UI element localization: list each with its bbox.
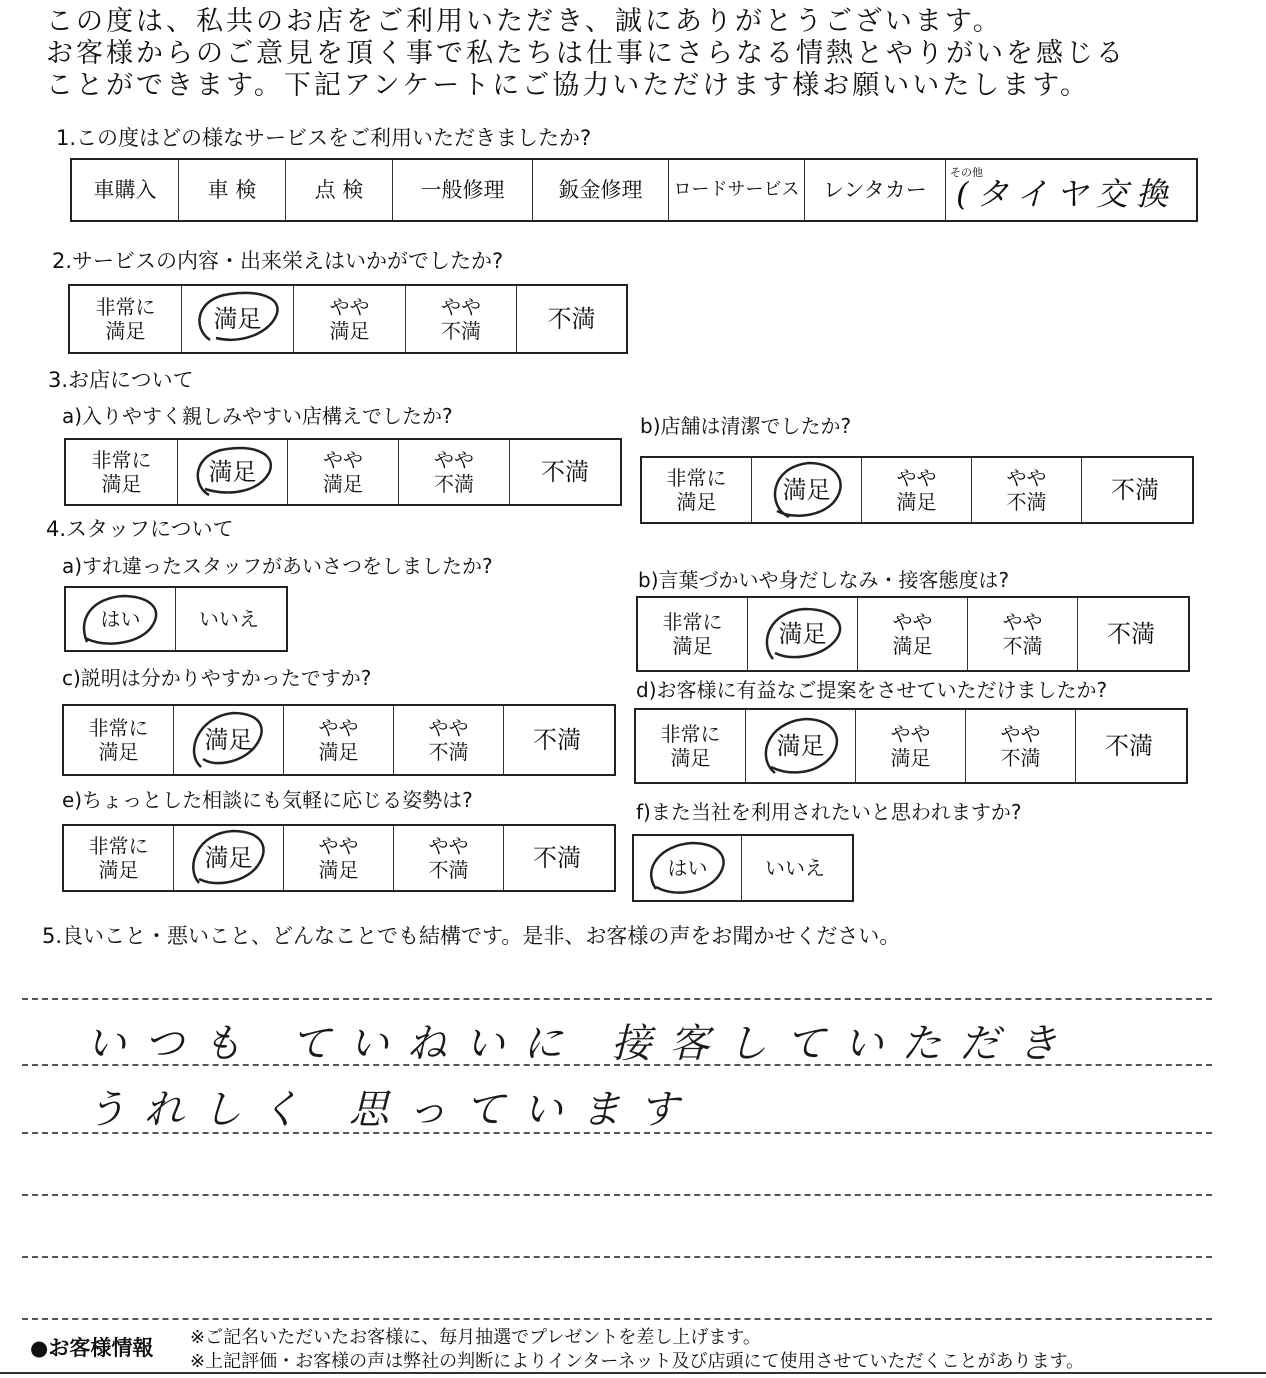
rating-text: 不満 [441,319,481,343]
customer-info-title: ●お客様情報 [30,1336,154,1360]
q4a-yes-no [64,586,288,652]
rating-dissatisfied[interactable]: 不満 [541,458,589,486]
option-inspection[interactable]: 点 検 [286,160,393,220]
option-text: はい [667,856,708,880]
q3a-rating [64,438,622,506]
rating-satisfied[interactable] [746,710,856,782]
rating-text: 満足 [782,476,831,504]
rating-dissatisfied[interactable]: 不満 [1105,732,1153,760]
rating-text: やや [318,716,359,740]
rating-text: 満足 [208,458,257,486]
rating-text: やや [434,448,474,472]
rating-text: やや [896,466,937,490]
rating-text: 不満 [428,858,469,882]
rating-somewhat-dissatisfied[interactable] [399,440,510,504]
customer-info-notes [190,1326,1084,1374]
rating-dissatisfied[interactable]: 不満 [533,844,581,872]
rating-text: 非常に [91,448,152,472]
rating-satisfied[interactable] [178,440,288,504]
q4-label: 4.スタッフについて [46,517,234,541]
rating-very-satisfied[interactable] [642,458,752,522]
q3a-label: a)入りやすく親しみやすい店構えでしたか? [62,404,453,428]
q5-label: 5.良いこと・悪いこと、どんなことでも結構です。是非、お客様の声をお聞かせください。 [42,924,901,948]
rating-text: 満足 [98,740,139,764]
rating-dissatisfied[interactable]: 不満 [533,726,581,754]
rating-text: 非常に [662,610,723,634]
rating-text: 満足 [896,490,937,514]
rating-text: 満足 [892,634,933,658]
rating-text: 不満 [1000,746,1041,770]
rating-somewhat-dissatisfied[interactable] [394,826,504,890]
rating-text: 満足 [778,620,827,648]
intro-line-1: この度は、私共のお店をご利用いただき、誠にありがとうございます。 [46,6,1003,37]
rating-somewhat-dissatisfied[interactable] [968,598,1078,670]
rating-very-satisfied[interactable] [64,706,174,774]
note-1: ※ご記名いただいたお客様に、毎月抽選でプレゼントを差し上げます。 [190,1327,761,1348]
option-other[interactable] [946,160,1192,220]
rating-text: 満足 [204,726,253,754]
rating-text: 不満 [1006,490,1047,514]
q4a-label: a)すれ違ったスタッフがあいさつをしましたか? [62,554,493,578]
handwritten-answer-line-1: いつも ていねいに 接客していただき [86,1021,1076,1067]
rating-text: やや [323,448,363,472]
rating-text: やや [1000,722,1041,746]
rating-text: 満足 [318,858,359,882]
rating-text: 満足 [204,844,253,872]
rating-very-satisfied[interactable] [64,826,174,890]
q4b-label: b)言葉づかいや身だしなみ・接客態度は? [638,568,1010,592]
q4e-rating [62,824,616,892]
option-body-repair[interactable]: 鈑金修理 [533,160,669,220]
intro-text [46,6,1246,102]
rating-text: 満足 [670,746,711,770]
rating-text: やや [441,295,481,319]
intro-line-2: お客様からのご意見を頂く事で私たちは仕事にさらなる情熱とやりがいを感じる [46,38,1126,69]
rating-somewhat-dissatisfied[interactable] [966,710,1076,782]
rating-text: やや [318,834,359,858]
answer-line-5 [22,1256,1212,1258]
rating-text: 非常に [660,722,721,746]
rating-text: やや [1002,610,1043,634]
option-yes[interactable] [634,836,742,900]
bottom-divider [0,1372,1266,1374]
q1-label: 1.この度はどの様なサービスをご利用いただきましたか? [56,126,592,150]
rating-text: 満足 [318,740,359,764]
q4f-yes-no [632,834,854,902]
rating-very-satisfied[interactable] [66,440,178,504]
rating-text: 満足 [98,858,139,882]
q3b-label: b)店舗は清潔でしたか? [640,414,852,438]
rating-somewhat-dissatisfied[interactable] [394,706,504,774]
rating-satisfied[interactable] [174,706,284,774]
rating-somewhat-satisfied[interactable] [858,598,968,670]
rating-dissatisfied[interactable]: 不満 [1111,476,1159,504]
rating-satisfied[interactable] [174,826,284,890]
option-rental-car[interactable]: レンタカー [805,160,946,220]
rating-very-satisfied[interactable] [636,710,746,782]
rating-text: 不満 [1002,634,1043,658]
rating-text: 不満 [428,740,469,764]
q1-service-options [70,158,1198,222]
rating-text: 満足 [329,319,370,343]
q4e-label: e)ちょっとした相談にも気軽に応じる姿勢は? [62,788,473,812]
q4d-rating [634,708,1188,784]
option-shaken[interactable]: 車 検 [179,160,286,220]
option-yes[interactable] [66,588,176,650]
handwritten-answer-line-2: うれしく 思っています [86,1087,697,1133]
note-2: ※上記評価・お客様の声は弊社の判断によりインターネット及び店頭にて使用させていただくことがあります。 [190,1351,1085,1372]
option-car-purchase[interactable]: 車購入 [72,160,179,220]
rating-text: 満足 [676,490,717,514]
q4f-label: f)また当社を利用されたいと思われますか? [636,800,1022,824]
rating-somewhat-satisfied[interactable] [294,286,406,352]
rating-somewhat-satisfied[interactable] [284,706,394,774]
rating-somewhat-satisfied[interactable] [856,710,966,782]
q3b-rating [640,456,1194,524]
rating-text: 満足 [672,634,713,658]
rating-satisfied[interactable] [748,598,858,670]
answer-line-1 [22,998,1212,1000]
rating-somewhat-dissatisfied[interactable] [972,458,1082,522]
rating-text: 満足 [890,746,931,770]
option-no[interactable]: いいえ [199,607,259,631]
q2-label: 2.サービスの内容・出来栄えはいかがでしたか? [52,249,504,273]
rating-somewhat-satisfied[interactable] [284,826,394,890]
option-no[interactable]: いいえ [765,856,825,880]
intro-line-3: ことができます。下記アンケートにご協力いただけます様お願いいたします。 [46,70,1091,101]
option-general-repair[interactable]: 一般修理 [393,160,533,220]
q4d-label: d)お客様に有益なご提案をさせていただけましたか? [636,678,1108,702]
q4c-label: c)説明は分かりやすかったですか? [62,666,372,690]
q2-rating [68,284,628,354]
q4c-rating [62,704,616,776]
rating-very-satisfied[interactable] [70,286,182,352]
rating-somewhat-dissatisfied[interactable] [406,286,517,352]
rating-text: 満足 [323,472,363,496]
q4b-rating [636,596,1190,672]
rating-text: やや [890,722,931,746]
rating-text: やや [428,834,469,858]
rating-text: 非常に [666,466,727,490]
rating-text: 満足 [101,472,142,496]
rating-somewhat-satisfied[interactable] [288,440,399,504]
other-label: その他 [950,166,983,179]
rating-text: やや [1006,466,1047,490]
rating-dissatisfied[interactable]: 不満 [1107,620,1155,648]
option-text: はい [100,607,141,631]
rating-dissatisfied[interactable]: 不満 [547,305,596,333]
rating-satisfied[interactable] [752,458,862,522]
rating-text: 非常に [88,716,149,740]
option-road-service[interactable]: ロードサービス [669,160,805,220]
rating-text: 満足 [213,305,262,333]
rating-satisfied[interactable] [182,286,294,352]
rating-text: 満足 [776,732,825,760]
rating-text: 満足 [105,319,146,343]
other-handwritten-value: (タイヤ交換 [956,175,1176,213]
rating-text: 非常に [88,834,149,858]
rating-text: 不満 [434,472,474,496]
rating-text: やや [892,610,933,634]
rating-somewhat-satisfied[interactable] [862,458,972,522]
rating-text: 非常に [95,295,156,319]
answer-line-6 [22,1318,1212,1320]
rating-text: やや [329,295,370,319]
rating-text: やや [428,716,469,740]
answer-line-4 [22,1194,1212,1196]
rating-very-satisfied[interactable] [638,598,748,670]
q3-label: 3.お店について [48,368,194,392]
